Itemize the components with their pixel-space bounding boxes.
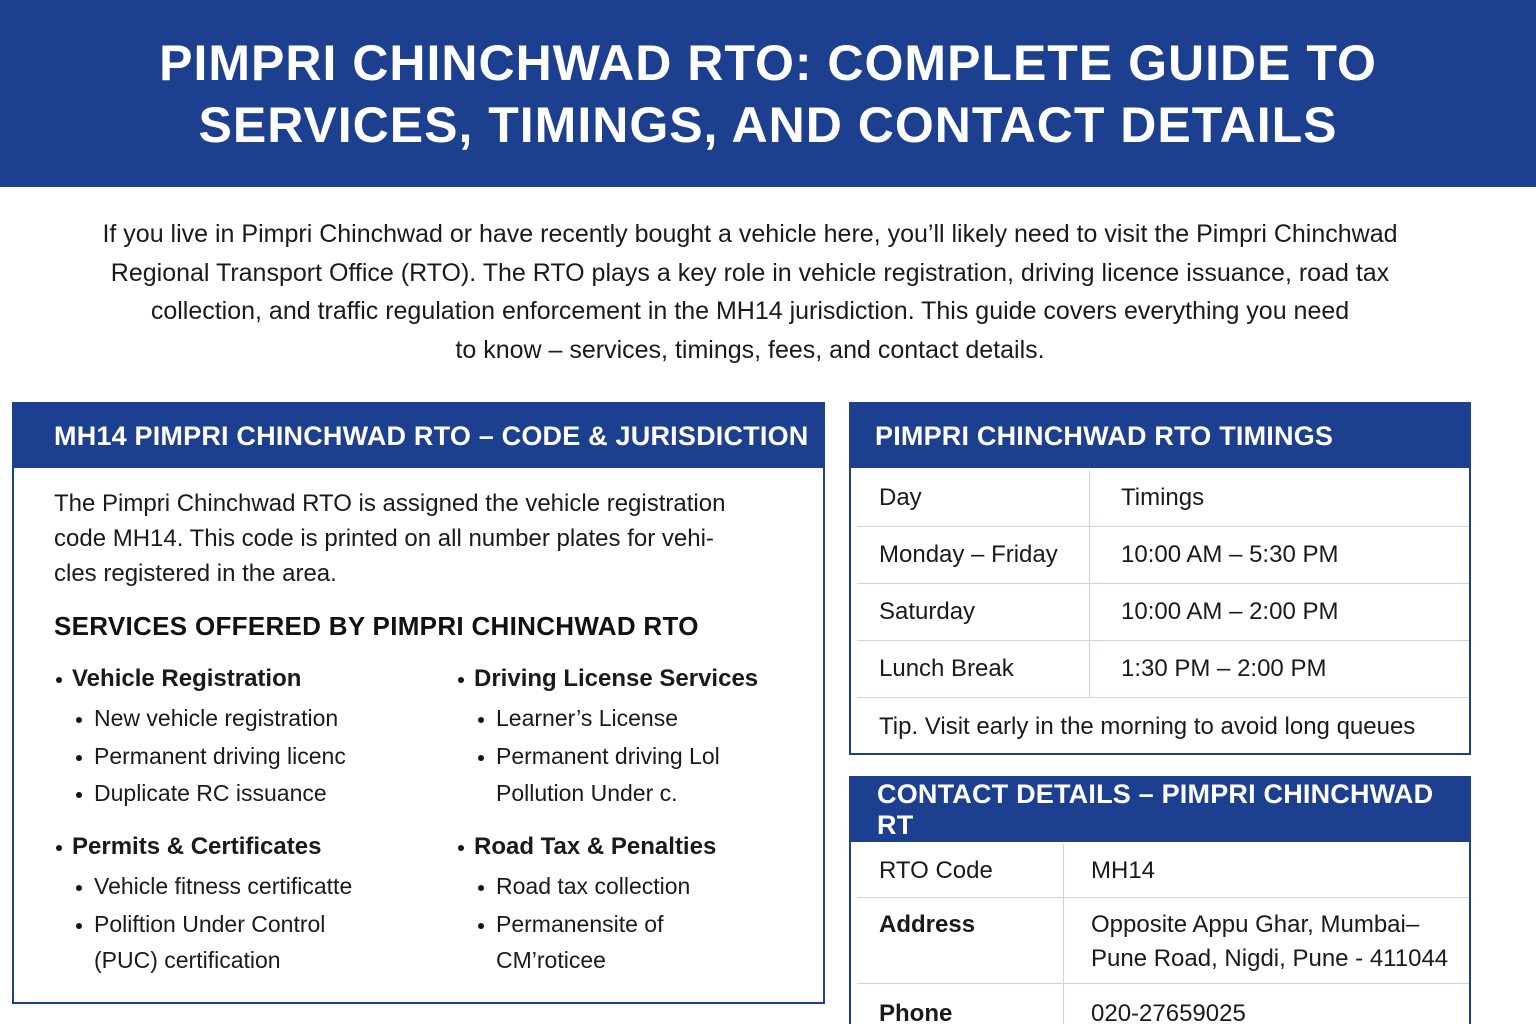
timings-row xyxy=(857,584,1469,641)
timings-time: 10:00 AM – 5:30 PM xyxy=(1121,541,1339,568)
title-banner xyxy=(0,0,1536,187)
timings-row xyxy=(857,527,1469,584)
timings-day: Monday – Friday xyxy=(879,541,1058,568)
intro-paragraph xyxy=(30,215,1470,369)
code-description-line: cles registered in the area. xyxy=(54,560,337,587)
code-description-line: code MH14. This code is printed on all number plates for vehi- xyxy=(54,525,714,552)
service-group-title: Driving License Services xyxy=(456,662,836,696)
page-title-line-1: PIMPRI CHINCHWAD RTO: COMPLETE GUIDE TO xyxy=(159,34,1377,91)
contact-key: Phone xyxy=(879,1000,953,1024)
timings-header-row xyxy=(857,470,1469,527)
service-group-driving-license xyxy=(456,662,836,813)
service-item: Poliftion Under Control xyxy=(54,906,434,944)
column-divider xyxy=(1089,641,1090,697)
contact-header: CONTACT DETAILS – PIMPRI CHINCHWAD RT xyxy=(851,778,1469,842)
timings-day: Lunch Break xyxy=(879,655,1014,682)
code-description xyxy=(54,486,774,591)
service-item-continuation: CM’roticee xyxy=(496,947,606,973)
column-divider xyxy=(1063,984,1064,1024)
contact-value: 020-27659025 xyxy=(1091,1000,1246,1024)
page-title-line-2: SERVICES, TIMINGS, AND CONTACT DETAILS xyxy=(198,96,1338,153)
intro-line: to know – services, timings, fees, and contact details. xyxy=(455,335,1045,364)
timings-row xyxy=(857,641,1469,698)
timings-time: 10:00 AM – 2:00 PM xyxy=(1121,598,1339,625)
service-item: Road tax collection xyxy=(456,868,836,906)
service-group-title: Road Tax & Penalties xyxy=(456,830,836,864)
timings-header: PIMPRI CHINCHWAD RTO TIMINGS xyxy=(851,404,1469,468)
timings-card xyxy=(849,402,1471,755)
column-divider xyxy=(1089,527,1090,583)
contact-card xyxy=(849,776,1471,1024)
code-jurisdiction-body xyxy=(54,486,774,642)
timings-tip: Tip. Visit early in the morning to avoid long queues xyxy=(879,713,1416,740)
service-item: Permanensite of xyxy=(456,906,836,944)
col-day-header: Day xyxy=(879,484,922,511)
address-line: Pune Road, Nigdi, Pune - 411044 xyxy=(1091,945,1449,972)
timings-day: Saturday xyxy=(879,598,976,625)
contact-key: Address xyxy=(879,911,976,938)
col-timings-header: Timings xyxy=(1121,484,1205,511)
intro-line: collection, and traffic regulation enforcement in the MH14 jurisdiction. This guide covers everything you need xyxy=(150,297,1350,325)
column-divider xyxy=(1063,844,1064,897)
code-jurisdiction-card xyxy=(12,402,825,1004)
service-group-permits xyxy=(54,830,434,978)
code-description-line: The Pimpri Chinchwad RTO is assigned the vehicle registration xyxy=(54,490,726,517)
service-group-title: Vehicle Registration xyxy=(54,662,434,696)
service-item-continuation: (PUC) certification xyxy=(94,947,281,973)
service-item-continuation: Pollution Under c. xyxy=(496,780,678,806)
service-item: Vehicle fitness certificatte xyxy=(54,868,434,906)
services-heading: SERVICES OFFERED BY PIMPRI CHINCHWAD RTO xyxy=(54,611,699,641)
service-group-title: Permits & Certificates xyxy=(54,830,434,864)
contact-row-phone xyxy=(857,984,1469,1024)
intro-line: If you live in Pimpri Chinchwad or have recently bought a vehicle here, you’ll likely need to visit the Pimpri Chinchwad xyxy=(102,220,1398,248)
timings-time: 1:30 PM – 2:00 PM xyxy=(1121,655,1327,682)
contact-table xyxy=(857,844,1469,1024)
service-group-vehicle-registration xyxy=(54,662,434,813)
service-group-road-tax xyxy=(456,830,836,978)
contact-value: MH14 xyxy=(1091,856,1156,884)
contact-value xyxy=(1063,908,1448,983)
intro-line: Regional Transport Office (RTO). The RTO plays a key role in vehicle registration, driving licence issuance, road tax xyxy=(110,258,1390,287)
service-item: Permanent driving licenc xyxy=(54,738,434,776)
column-divider xyxy=(1089,584,1090,640)
service-item: Learner’s License xyxy=(456,700,836,738)
contact-row-rto-code xyxy=(857,844,1469,898)
service-item: Duplicate RC issuance xyxy=(54,775,434,813)
service-item: New vehicle registration xyxy=(54,700,434,738)
timings-table xyxy=(857,470,1469,756)
column-divider xyxy=(1063,898,1064,983)
address-line: Opposite Appu Ghar, Mumbai– xyxy=(1091,911,1420,938)
contact-key: RTO Code xyxy=(879,856,993,884)
code-jurisdiction-header: MH14 PIMPRI CHINCHWAD RTO – CODE & JURISDICTION xyxy=(14,404,823,468)
column-divider xyxy=(1089,470,1090,526)
contact-row-address xyxy=(857,898,1469,984)
service-item: Permanent driving Lol xyxy=(456,738,836,776)
